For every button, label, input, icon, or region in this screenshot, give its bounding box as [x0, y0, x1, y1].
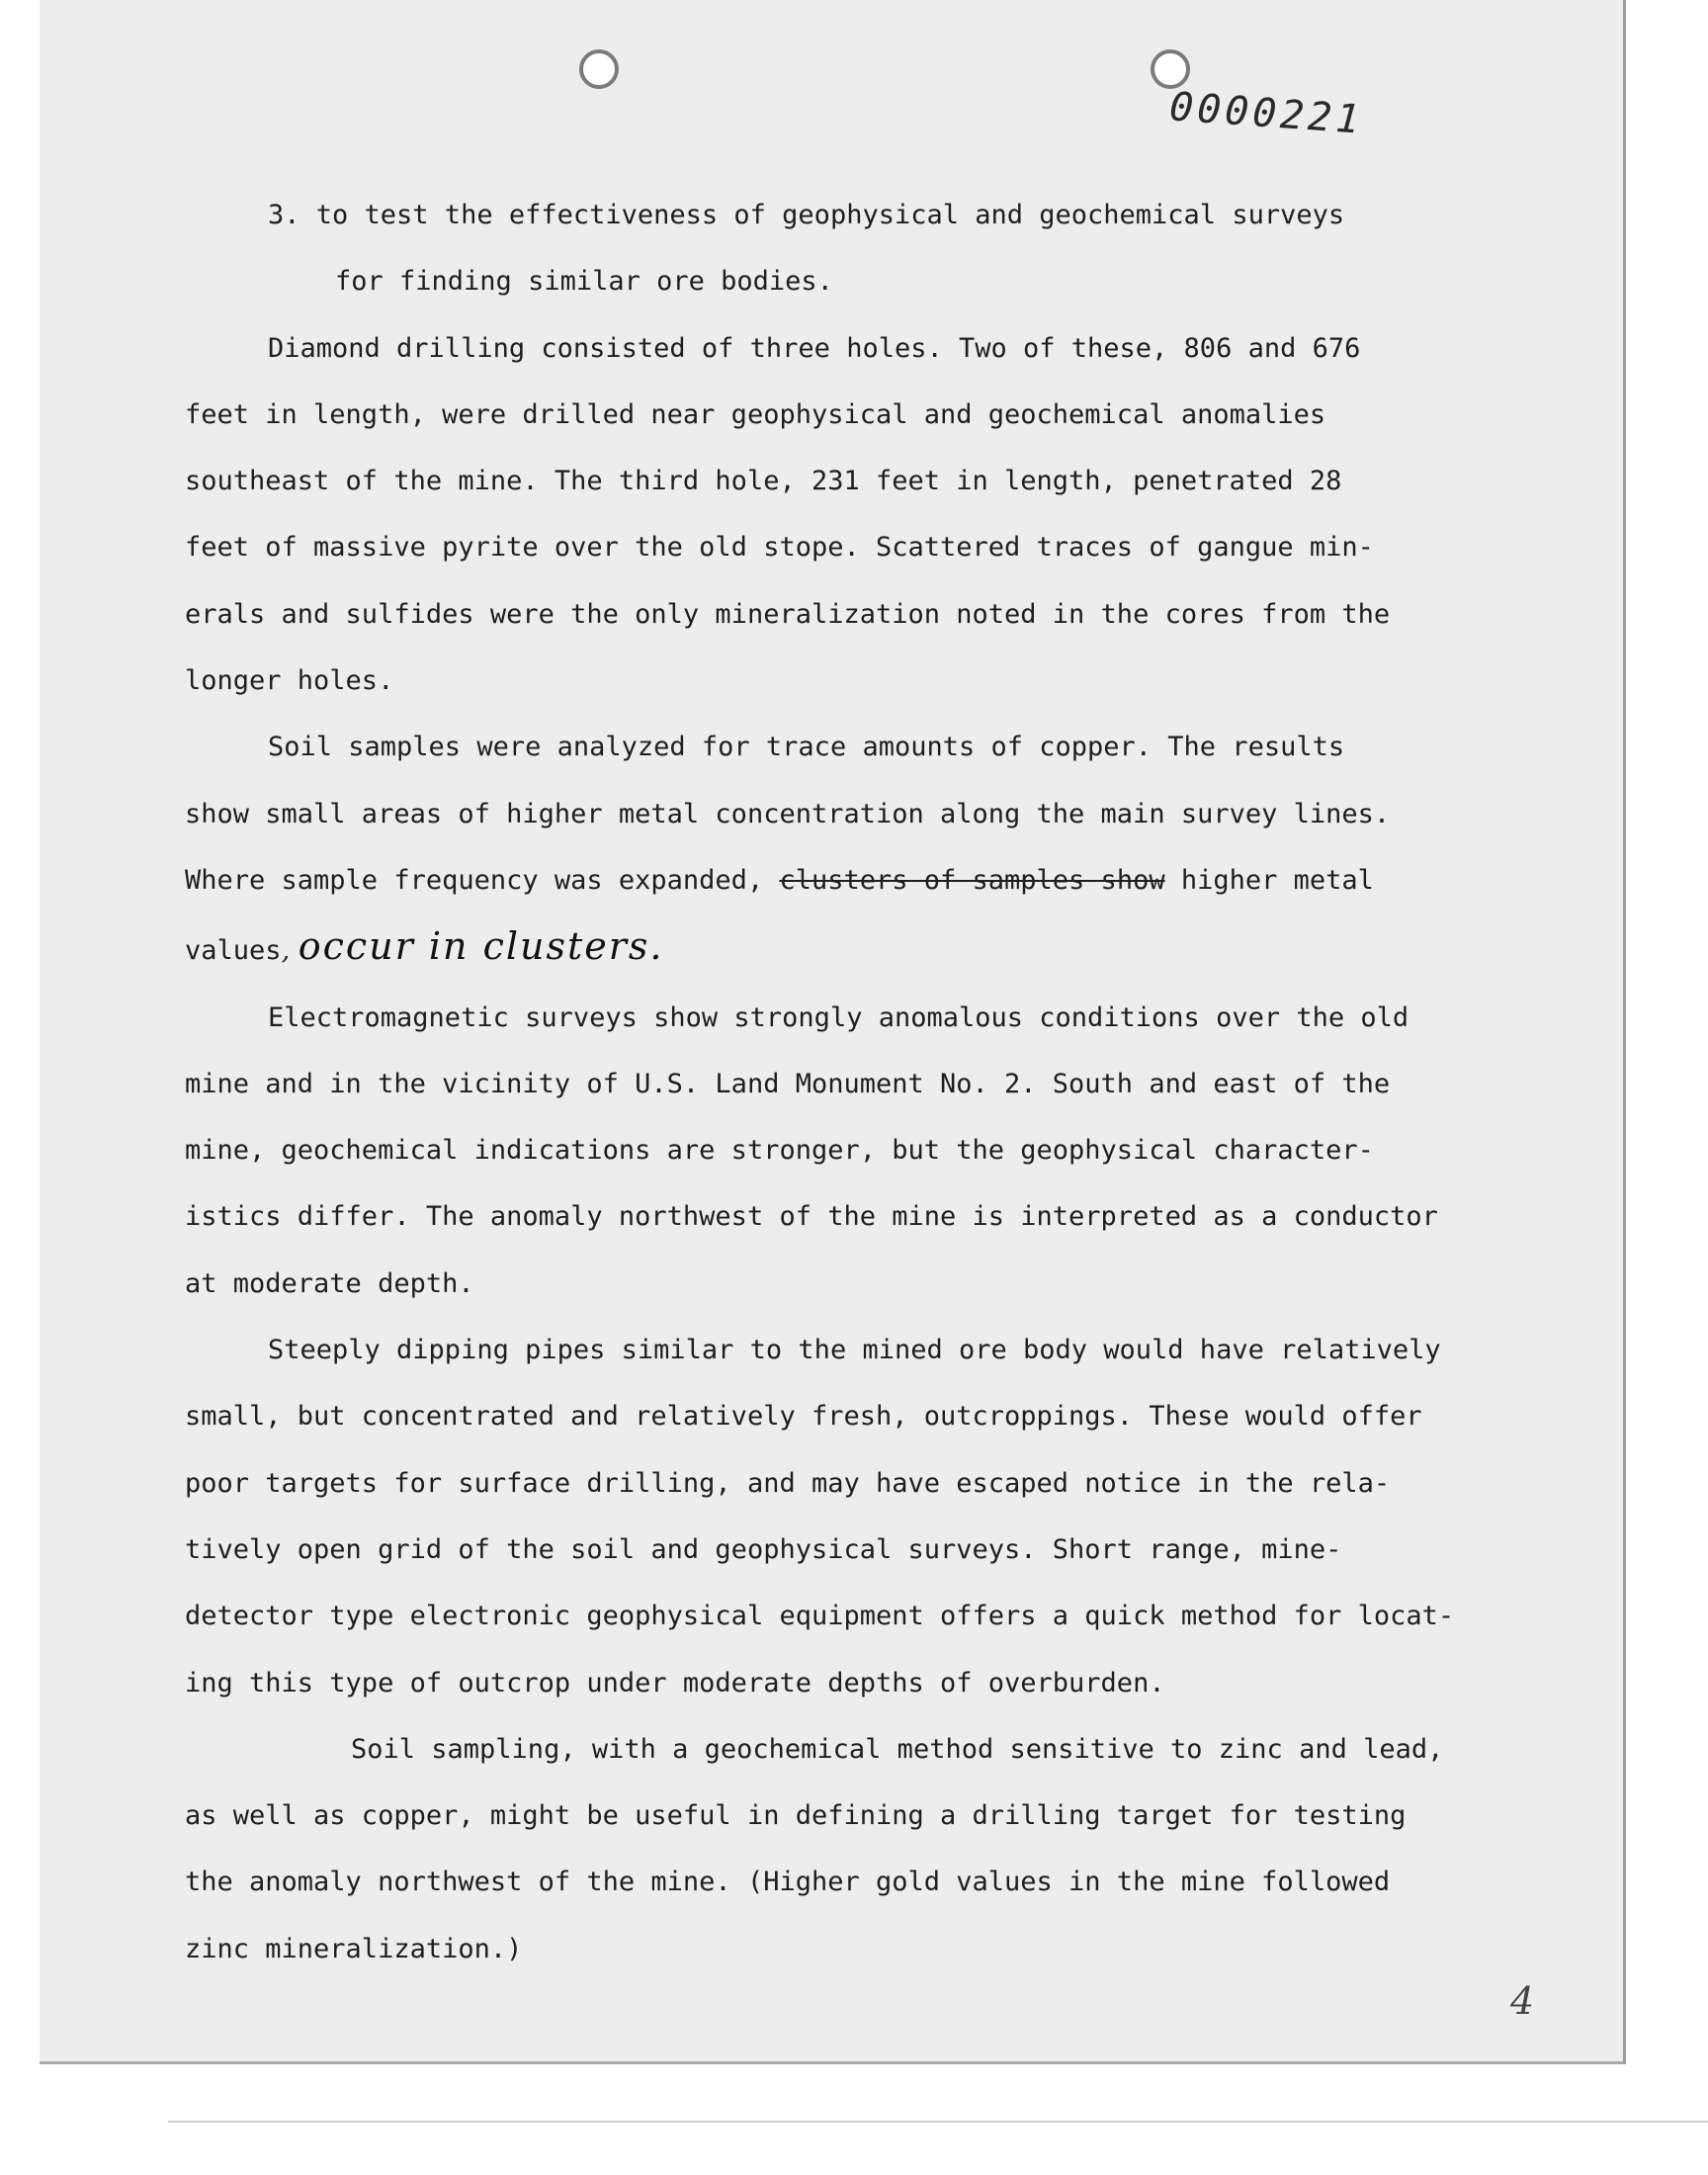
list-item-3: 3. to test the effectiveness of geophysical and geochemical surveys — [268, 200, 1345, 230]
paragraph-line-edited — [185, 914, 1549, 984]
text-segment: Where sample frequency was expanded, — [185, 864, 780, 896]
text-segment: values — [185, 935, 282, 967]
document-body — [185, 182, 1549, 1982]
list-item-3-cont: for finding similar ore bodies. — [335, 266, 833, 298]
paragraph-line: as well as copper, might be useful in defining a drilling target for testing — [185, 1800, 1407, 1832]
paragraph-line: istics differ. The anomaly northwest of the mine is interpreted as a conductor — [185, 1201, 1438, 1233]
paragraph-line: poor targets for surface drilling, and may have escaped notice in the rela- — [185, 1467, 1391, 1499]
page-number: 4 — [1510, 1979, 1535, 2023]
paragraph-line: at moderate depth. — [185, 1267, 474, 1299]
paragraph-line: feet in length, were drilled near geophysical and geochemical anomalies — [185, 398, 1326, 430]
paragraph-line: zinc mineralization.) — [185, 1933, 523, 1964]
insertion-caret: ‚ — [281, 935, 299, 967]
paragraph-line: mine, geochemical indications are stronger, but the geophysical character- — [185, 1135, 1374, 1167]
paragraph-line: mine and in the vicinity of U.S. Land Monument No. 2. South and east of the — [185, 1068, 1391, 1099]
paragraph-line: ing this type of outcrop under moderate depths of overburden. — [185, 1667, 1165, 1698]
document-stamp-number: 0000221 — [1167, 84, 1365, 143]
paragraph-line: feet of massive pyrite over the old stope. Scattered traces of gangue min- — [185, 532, 1374, 564]
paragraph-line: Soil sampling, with a geochemical method sensitive to zinc and lead, — [351, 1733, 1444, 1765]
scan-edge — [168, 2121, 1708, 2123]
paragraph-line: Steeply dipping pipes similar to the mined ore body would have relatively — [268, 1335, 1441, 1366]
punch-hole-right — [1151, 49, 1190, 89]
paragraph-line: Diamond drilling consisted of three holes. Two of these, 806 and 676 — [268, 332, 1361, 364]
paragraph-line: longer holes. — [185, 665, 394, 697]
struck-out-text: clusters of samples show — [779, 864, 1165, 896]
paragraph-line-edited — [185, 847, 1549, 914]
paragraph-line: Electromagnetic surveys show strongly anomalous conditions over the old — [268, 1001, 1409, 1033]
paragraph-line: erals and sulfides were the only mineralization noted in the cores from the — [185, 598, 1391, 630]
paragraph-line: southeast of the mine. The third hole, 231 feet in length, penetrated 28 — [185, 466, 1342, 497]
paragraph-line: the anomaly northwest of the mine. (Higher gold values in the mine followed — [185, 1867, 1391, 1898]
text-segment: higher metal — [1164, 864, 1374, 896]
paragraph-line: show small areas of higher metal concentration along the main survey lines. — [185, 798, 1391, 829]
paragraph-line: detector type electronic geophysical equipment offers a quick method for locat- — [185, 1601, 1455, 1632]
paragraph-line: tively open grid of the soil and geophysical surveys. Short range, mine- — [185, 1533, 1342, 1565]
paragraph-line: Soil samples were analyzed for trace amounts of copper. The results — [268, 732, 1345, 763]
punch-hole-left — [579, 49, 619, 89]
paragraph-line: small, but concentrated and relatively fresh, outcroppings. These would offer — [185, 1401, 1422, 1433]
handwritten-insertion: occur in clusters. — [298, 924, 664, 969]
